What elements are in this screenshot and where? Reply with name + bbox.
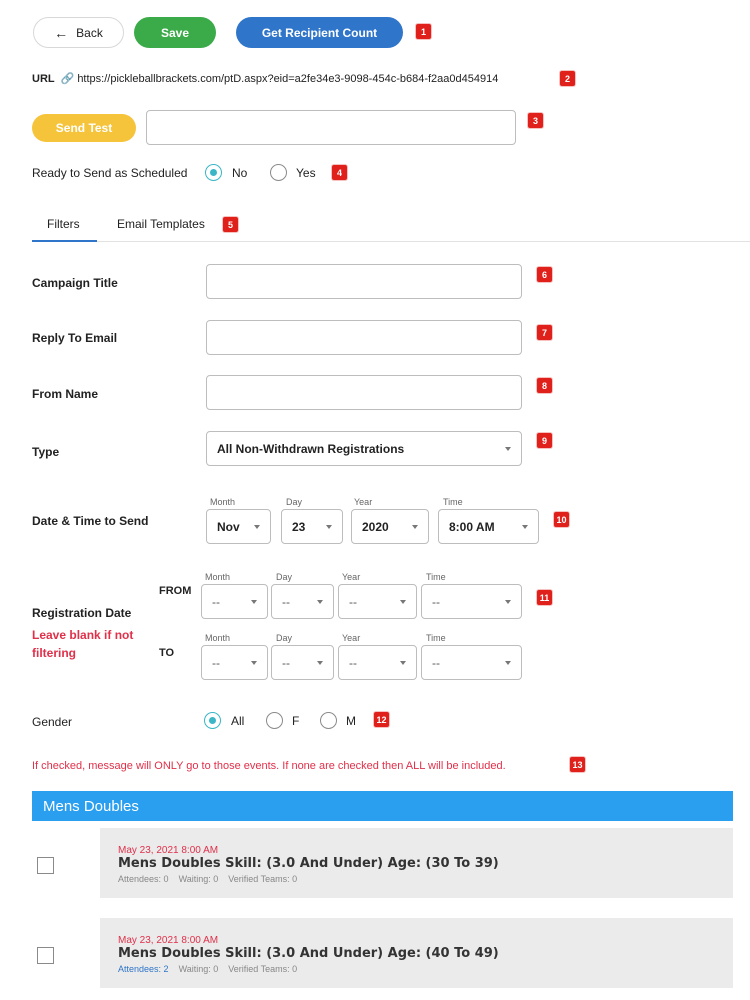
chevron-down-icon xyxy=(254,525,260,529)
event-attendees: Attendees: 0 xyxy=(118,874,169,884)
link-icon: 🔗 xyxy=(60,73,75,85)
event-card[interactable] xyxy=(100,918,733,988)
annotation-marker: 5 xyxy=(223,217,238,232)
gender-m-label: M xyxy=(346,714,356,728)
from-name-label: From Name xyxy=(32,387,99,401)
to-year-select[interactable] xyxy=(338,645,417,680)
annotation-marker: 12 xyxy=(374,712,389,727)
active-tab-indicator xyxy=(32,240,97,242)
gender-f-radio[interactable] xyxy=(266,712,283,729)
send-time-caption: Time xyxy=(443,497,463,507)
event-card[interactable] xyxy=(100,828,733,898)
date-time-to-send-label: Date & Time to Send xyxy=(32,514,149,528)
send-day-select[interactable] xyxy=(281,509,343,544)
get-recipient-count-button[interactable]: Get Recipient Count xyxy=(236,17,403,48)
send-year-caption: Year xyxy=(354,497,373,507)
arrow-left-icon: ← xyxy=(54,24,69,41)
from-day-select[interactable] xyxy=(271,584,334,619)
event-verified-teams: Verified Teams: 0 xyxy=(228,964,298,974)
event-waiting: Waiting: 0 xyxy=(178,964,219,974)
campaign-title-label: Campaign Title xyxy=(32,276,118,290)
event-waiting: Waiting: 0 xyxy=(178,874,219,884)
annotation-marker: 10 xyxy=(554,512,569,527)
event-attendees[interactable]: Attendees: 2 xyxy=(118,964,169,974)
annotation-marker: 4 xyxy=(332,165,347,180)
to-year-value: -- xyxy=(349,655,357,670)
chevron-down-icon xyxy=(505,661,511,665)
url-row xyxy=(32,72,498,85)
gender-all-label: All xyxy=(231,714,245,728)
from-time-select[interactable] xyxy=(421,584,522,619)
event-checkbox[interactable] xyxy=(37,857,54,874)
chevron-down-icon xyxy=(251,600,257,604)
registration-to-label: TO xyxy=(159,647,175,659)
event-title: Mens Doubles Skill: (3.0 And Under) Age: (30 To 39) xyxy=(118,856,499,871)
event-stats xyxy=(118,874,297,884)
gender-m-radio[interactable] xyxy=(320,712,337,729)
registration-date-hint: Leave blank if not filtering xyxy=(32,628,134,660)
from-year-select[interactable] xyxy=(338,584,417,619)
send-month-caption: Month xyxy=(210,497,236,507)
send-day-value: 23 xyxy=(292,519,306,534)
send-year-select[interactable] xyxy=(351,509,429,544)
back-button[interactable] xyxy=(33,17,124,48)
type-label: Type xyxy=(32,445,60,459)
chevron-down-icon xyxy=(400,661,406,665)
registration-date-label: Registration Date xyxy=(32,606,132,620)
tab-email-templates[interactable]: Email Templates xyxy=(117,217,205,231)
url-label: URL xyxy=(32,72,55,85)
annotation-marker: 6 xyxy=(537,267,552,282)
ready-yes-label: Yes xyxy=(296,166,316,180)
to-year-caption: Year xyxy=(342,633,361,643)
to-month-caption: Month xyxy=(205,633,231,643)
type-select[interactable] xyxy=(206,431,522,466)
tabs-divider xyxy=(32,241,750,242)
annotation-marker: 2 xyxy=(560,71,575,86)
events-filter-notice: If checked, message will ONLY go to those events. If none are checked then ALL will be included. xyxy=(32,760,506,772)
reply-to-email-input[interactable] xyxy=(206,320,522,355)
section-header-mens-doubles xyxy=(32,791,733,821)
to-day-select[interactable] xyxy=(271,645,334,680)
to-time-select[interactable] xyxy=(421,645,522,680)
chevron-down-icon xyxy=(522,525,528,529)
chevron-down-icon xyxy=(317,600,323,604)
to-day-caption: Day xyxy=(276,633,293,643)
tab-filters[interactable]: Filters xyxy=(47,217,80,231)
url-link[interactable]: https://pickleballbrackets.com/ptD.aspx?eid=a2fe34e3-9098-454c-b684-f2aa0d454914 xyxy=(77,72,499,85)
annotation-marker: 11 xyxy=(537,590,552,605)
save-button[interactable]: Save xyxy=(134,17,216,48)
annotation-marker: 13 xyxy=(570,757,585,772)
event-verified-teams: Verified Teams: 0 xyxy=(228,874,298,884)
event-checkbox[interactable] xyxy=(37,947,54,964)
to-month-value: -- xyxy=(212,655,220,670)
from-day-caption: Day xyxy=(276,572,293,582)
to-month-select[interactable] xyxy=(201,645,268,680)
back-button-label: Back xyxy=(76,25,103,40)
annotation-marker: 3 xyxy=(528,113,543,128)
send-test-button[interactable]: Send Test xyxy=(32,114,136,142)
send-day-caption: Day xyxy=(286,497,303,507)
send-month-select[interactable] xyxy=(206,509,271,544)
event-title: Mens Doubles Skill: (3.0 And Under) Age: (40 To 49) xyxy=(118,946,499,961)
chevron-down-icon xyxy=(326,525,332,529)
chevron-down-icon xyxy=(317,661,323,665)
section-title: Mens Doubles xyxy=(43,797,139,815)
event-date: May 23, 2021 8:00 AM xyxy=(118,935,219,946)
to-day-value: -- xyxy=(282,655,290,670)
send-test-email-input[interactable] xyxy=(146,110,516,145)
ready-no-radio[interactable] xyxy=(205,164,222,181)
annotation-marker: 7 xyxy=(537,325,552,340)
from-year-value: -- xyxy=(349,594,357,609)
from-name-input[interactable] xyxy=(206,375,522,410)
gender-label: Gender xyxy=(32,715,73,729)
from-month-value: -- xyxy=(212,594,220,609)
send-time-select[interactable] xyxy=(438,509,539,544)
from-month-caption: Month xyxy=(205,572,231,582)
chevron-down-icon xyxy=(505,600,511,604)
from-day-value: -- xyxy=(282,594,290,609)
chevron-down-icon xyxy=(400,600,406,604)
to-time-caption: Time xyxy=(426,633,446,643)
chevron-down-icon xyxy=(505,447,511,451)
annotation-marker: 8 xyxy=(537,378,552,393)
from-time-caption: Time xyxy=(426,572,446,582)
ready-no-label: No xyxy=(232,166,248,180)
annotation-marker: 9 xyxy=(537,433,552,448)
from-month-select[interactable] xyxy=(201,584,268,619)
ready-yes-radio[interactable] xyxy=(270,164,287,181)
to-time-value: -- xyxy=(432,655,440,670)
send-year-value: 2020 xyxy=(362,519,389,534)
annotation-marker: 1 xyxy=(416,24,431,39)
send-time-value: 8:00 AM xyxy=(449,519,495,534)
chevron-down-icon xyxy=(251,661,257,665)
gender-all-radio[interactable] xyxy=(204,712,221,729)
event-stats xyxy=(118,964,297,974)
from-time-value: -- xyxy=(432,594,440,609)
event-date: May 23, 2021 8:00 AM xyxy=(118,845,219,856)
reply-to-email-label: Reply To Email xyxy=(32,331,118,345)
gender-f-label: F xyxy=(292,714,300,728)
from-year-caption: Year xyxy=(342,572,361,582)
registration-from-label: FROM xyxy=(159,585,192,597)
chevron-down-icon xyxy=(412,525,418,529)
type-select-value: All Non-Withdrawn Registrations xyxy=(217,441,405,456)
send-month-value: Nov xyxy=(217,519,240,534)
ready-to-send-label: Ready to Send as Scheduled xyxy=(32,166,188,180)
campaign-title-input[interactable] xyxy=(206,264,522,299)
